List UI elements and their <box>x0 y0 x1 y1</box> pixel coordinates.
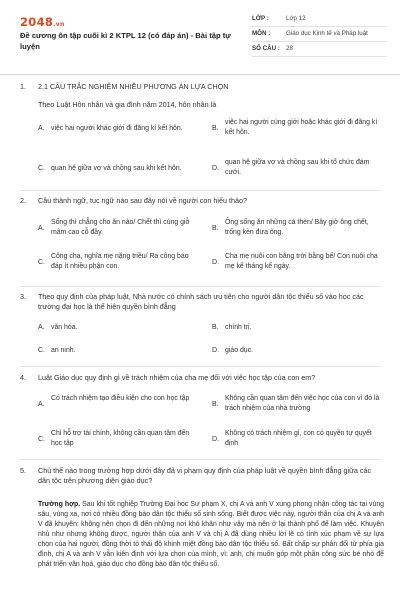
question-number: 1. <box>20 82 26 91</box>
site-logo[interactable] <box>20 14 65 30</box>
option-letter: C. <box>38 259 45 266</box>
question-text: Theo quy định của pháp luật, Nhà nước có chính sách ưu tiên cho người dân tộc thiểu số vào học các trường đại học là thể hiện quyền bình đẳng <box>38 292 364 312</box>
meta-row-class <box>252 12 387 27</box>
meta-value: 28 <box>286 44 293 52</box>
meta-key: SỐ CÂU : <box>252 44 280 52</box>
option-letter: B. <box>212 401 219 408</box>
option-letter: A. <box>38 324 45 331</box>
question-text: Chủ thể nào trong trường hợp dưới đây đã vi phạm quy định của pháp luật về quyền bình đẳng giữa các dân tộc trên phương diện giáo dục? <box>38 466 372 486</box>
case-passage <box>38 500 384 570</box>
option-letter: D. <box>212 259 219 266</box>
option-letter: D. <box>212 347 219 354</box>
question-text: Luật Giáo dục quy định gì về trách nhiệm của cha mẹ đối với việc học tập của con em? <box>38 373 316 382</box>
question-number: 3. <box>20 292 26 301</box>
meta-row-count <box>252 42 387 57</box>
document-title: Đề cương ôn tập cuối kì 2 KTPL 12 (có đáp án) - Bài tập tự luyện <box>20 31 231 51</box>
meta-value: Lớp 12 <box>286 14 306 22</box>
question-5 <box>20 466 386 496</box>
section-title: 2.1 CÂU TRẮC NGHIỆM NHIỀU PHƯƠNG ÁN LỰA CHỌN <box>38 82 229 91</box>
option-text: Công cha, nghĩa mẹ nặng triều/ Ra công báo đáp ít nhiều phận con. <box>51 253 189 270</box>
option-text: chính trị. <box>225 324 252 331</box>
passage-label: Trường hợp. <box>38 501 81 508</box>
option-letter: A. <box>38 225 45 232</box>
question-separator <box>20 366 382 367</box>
option-text: việc hai người cùng giới hoặc khác giới đi đăng kí kết hôn. <box>225 119 378 136</box>
question-text: Câu thành ngữ, tục ngữ nào sau đây nói về người con hiếu thảo? <box>38 196 247 205</box>
option-text: giáo dục. <box>225 347 253 354</box>
option-letter: C. <box>38 436 45 443</box>
header-divider <box>0 74 400 75</box>
option-letter: A. <box>38 401 45 408</box>
option-text: Có trách nhiệm tạo điều kiện cho con học tập <box>51 395 190 402</box>
question-3 <box>20 292 386 362</box>
option-letter: C. <box>38 347 45 354</box>
meta-key: MÔN : <box>252 29 271 37</box>
logo-main: 2048 <box>20 15 54 29</box>
question-number: 2. <box>20 196 26 205</box>
question-number: 4. <box>20 373 26 382</box>
question-separator <box>20 286 382 287</box>
option-letter: D. <box>212 165 219 172</box>
option-letter: B. <box>212 125 219 132</box>
document-header <box>0 0 400 70</box>
question-2 <box>20 196 386 286</box>
option-letter: B. <box>212 225 219 232</box>
option-text: văn hóa. <box>51 324 78 331</box>
meta-row-subject <box>252 27 387 42</box>
option-letter: A. <box>38 125 45 132</box>
option-text: quan hệ giữa vợ và chồng sau khi tổ chức đám cưới. <box>225 159 370 176</box>
document-meta <box>252 12 387 57</box>
question-text: Theo Luật Hôn nhân và gia đình năm 2014, hôn nhân là <box>38 100 217 109</box>
option-text: Chỉ hỗ trợ tài chính, không cần quan tâm đến học tập <box>51 430 190 447</box>
option-letter: C. <box>38 165 45 172</box>
option-text: Sống thì chẳng cho ăn nào/ Chết thì cúng giỗ mâm cao cỗ đầy. <box>51 219 190 236</box>
option-letter: D. <box>212 436 219 443</box>
passage-text: Sau khi tốt nghiệp Trường Đại học Sư phạm X, chị A và anh V xung phong nhận công tác tại vùng sâu, vùng xa, nơi có nhiều đồng bào dân tộc thiểu số sinh sống. Biết được việc này, người thân của chị A và anh V đã khuyên: không nên chọn đi đến những nơi khó khăn như vậy mà nên ở lại thành phố để làm việc. Khuyên nhủ như nhưng không được, người thân của anh V và chị A đã dùng nhiều lời lẽ có tính xúc phạm về sự lựa chọn của hai người; đồng thời tỏ thái độ khinh miệt đồng bào dân tộc thiểu số. Bất chấp sự phản đối từ phía gia đình, chị A và anh V vẫn kiên định với lựa chọn của mình, vì: anh, chị muốn góp một phần công sức bé nhỏ để phát triển văn hoá, giáo dục cho đồng bào dân tộc thiểu số. <box>38 501 384 568</box>
option-text: quan hệ giữa vợ và chồng sau khi kết hôn. <box>51 165 182 172</box>
option-letter: B. <box>212 324 219 331</box>
meta-value: Giáo dục Kinh tế và Pháp luật <box>286 29 368 37</box>
question-4 <box>20 373 386 458</box>
meta-key: LỚP : <box>252 14 269 22</box>
option-text: việc hai người khác giới đi đăng kí kết hôn. <box>51 125 183 132</box>
option-text: Không cần quan tâm đến việc học của con vì đó là trách nhiệm của nhà trường <box>225 395 380 412</box>
question-1 <box>20 82 386 192</box>
question-separator <box>20 459 382 460</box>
option-text: Ông sống ăn những cá thèn/ Bây giờ ông chết, trống kèn đưa ông. <box>225 219 369 236</box>
logo-suffix: .vn <box>53 21 65 28</box>
option-text: Không có trách nhiệm gì, con có quyền tự quyết định <box>225 430 372 447</box>
option-text: an ninh. <box>51 347 76 354</box>
question-number: 5. <box>20 466 26 475</box>
option-text: Cha mẹ nuôi con bằng trời bằng bể/ Con nuôi cha mẹ kể tháng kể ngày. <box>225 253 378 270</box>
question-separator <box>20 190 382 191</box>
